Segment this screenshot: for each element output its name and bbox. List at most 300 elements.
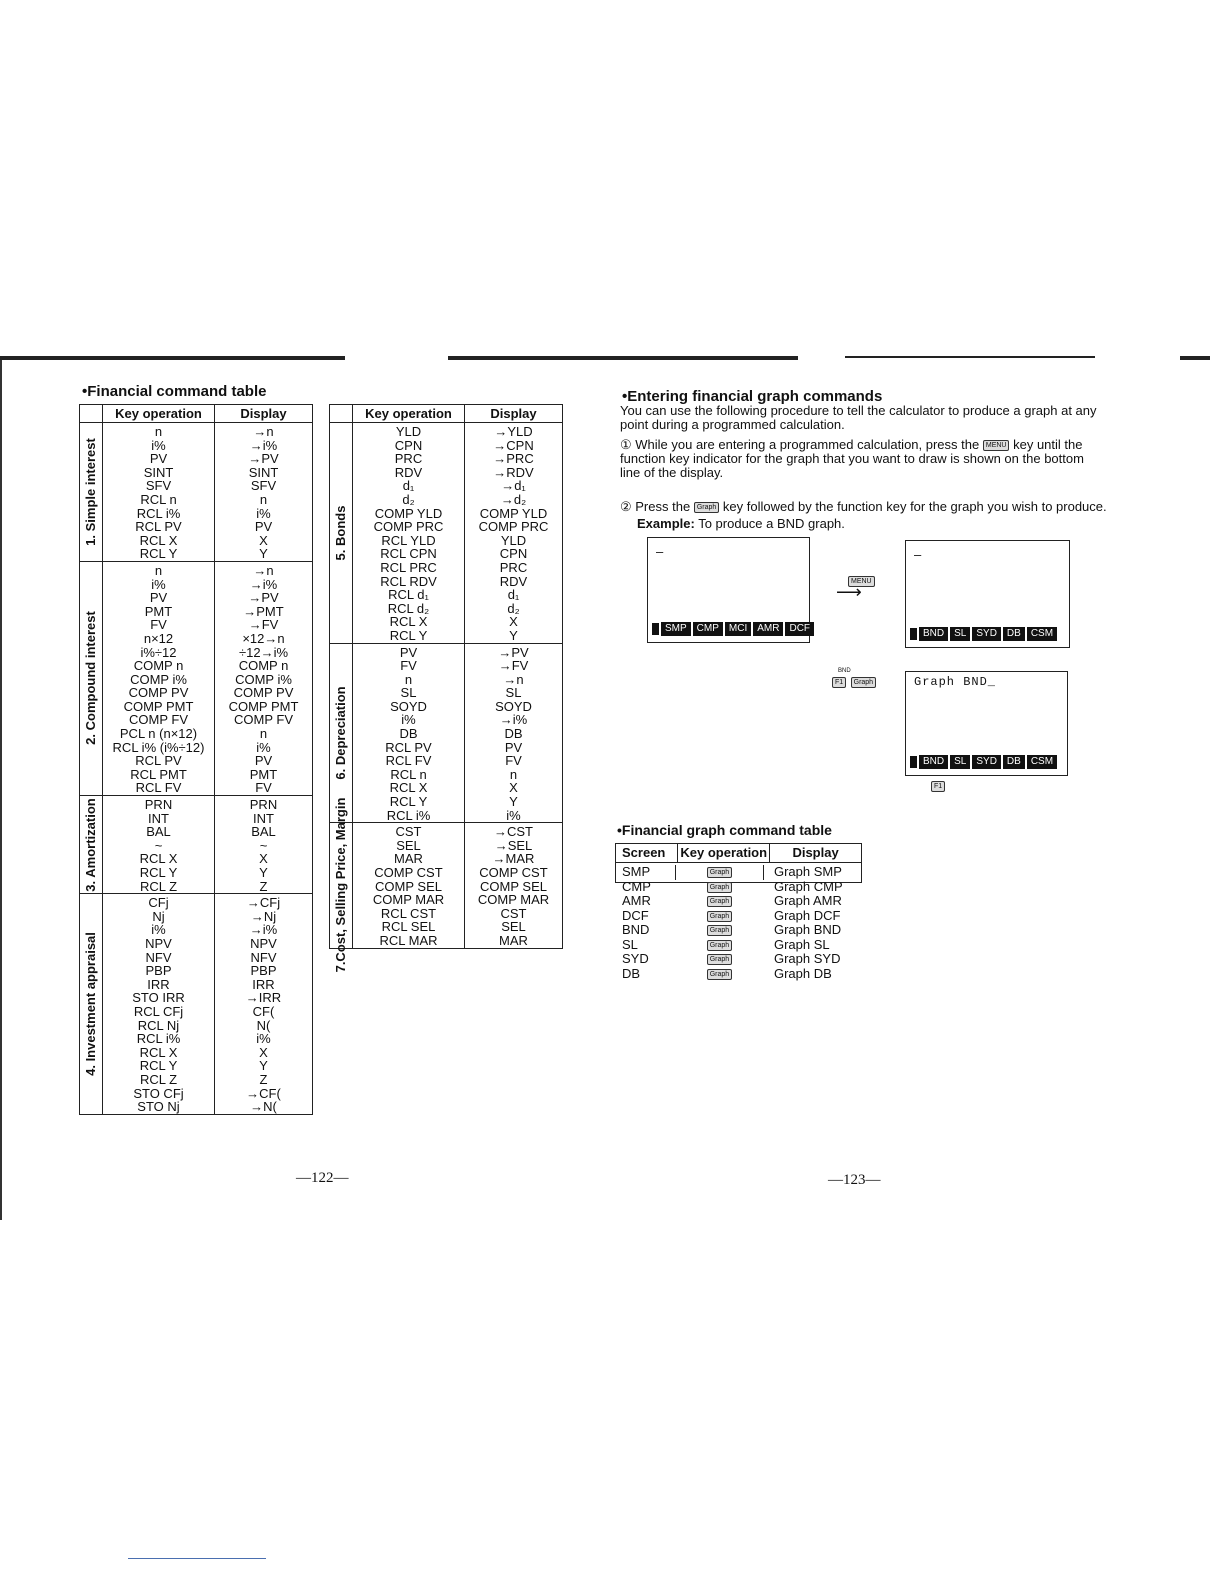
display-cell: n bbox=[259, 491, 268, 507]
display-cell: FV bbox=[505, 753, 522, 769]
key-cell: i% bbox=[151, 576, 166, 592]
table-section bbox=[80, 894, 312, 1114]
display-cell: →d₂ bbox=[500, 491, 527, 507]
screen-cell: SYD bbox=[622, 951, 649, 966]
page-number-right: —123— bbox=[828, 1172, 881, 1188]
function-key-label: SL bbox=[950, 755, 970, 769]
display-cell: n bbox=[259, 726, 268, 742]
f1-graph-keys bbox=[832, 668, 876, 692]
key-cell: RCL PV bbox=[135, 753, 182, 769]
display-cell: SFV bbox=[250, 478, 277, 494]
display-cell: CST bbox=[500, 905, 527, 921]
display-cell: →FV bbox=[498, 658, 529, 674]
display-cell: Y bbox=[509, 794, 518, 810]
key-cell: COMP CST bbox=[374, 865, 443, 880]
key-cell: RCL PMT bbox=[130, 766, 187, 782]
display-cell: COMP PRC bbox=[478, 519, 549, 535]
key-cell: PCL n (n×12) bbox=[119, 726, 198, 742]
key-cell: RCL Y bbox=[139, 546, 178, 562]
display-cell: Y bbox=[259, 865, 268, 880]
display-cell: →YLD bbox=[494, 424, 533, 439]
display-cell: SEL bbox=[501, 919, 526, 935]
display-cell: ~ bbox=[259, 837, 268, 853]
screen-header: Screen bbox=[616, 844, 678, 862]
key-column bbox=[353, 423, 465, 643]
key-cell: RCL i% bbox=[136, 505, 181, 521]
section-title-text: 6. Depreciation bbox=[333, 686, 349, 780]
key-cell: FV bbox=[400, 658, 417, 674]
key-cell: RCL i% bbox=[136, 1031, 181, 1047]
display-cell: PV bbox=[254, 519, 273, 535]
key-column bbox=[103, 796, 215, 893]
key-column bbox=[353, 823, 465, 947]
graph-key-icon: Graph bbox=[707, 969, 732, 980]
display-cell: →FV bbox=[248, 617, 279, 633]
bottom-link-line bbox=[128, 1558, 266, 1559]
entering-graph-commands-heading: •Entering financial graph commands bbox=[622, 388, 883, 405]
key-cell bbox=[676, 909, 763, 924]
financial-command-table-1 bbox=[79, 404, 313, 1115]
key-cell: PV bbox=[399, 644, 418, 660]
function-key-label: CMP bbox=[693, 622, 723, 636]
graph-key-icon: Graph bbox=[694, 502, 719, 513]
table-section bbox=[80, 562, 312, 796]
table-header bbox=[80, 405, 312, 423]
display-cell: CF( bbox=[252, 1003, 275, 1019]
display-cell: Z bbox=[259, 878, 268, 894]
screen-column bbox=[616, 864, 676, 981]
screen-cell: DCF bbox=[622, 907, 649, 923]
financial-command-table-heading: •Financial command table bbox=[82, 383, 267, 400]
display-cell: SOYD bbox=[495, 698, 532, 714]
display-cell: →i% bbox=[249, 576, 278, 592]
key-cell: RCL Y bbox=[389, 627, 428, 643]
key-cell: ~ bbox=[154, 837, 163, 853]
display-cell: PRC bbox=[499, 559, 528, 575]
graph-key-icon: Graph bbox=[707, 882, 732, 893]
key-cell: RCL n bbox=[140, 491, 177, 507]
display-cell: COMP SEL bbox=[480, 878, 547, 894]
key-cell: RCL PV bbox=[135, 519, 182, 535]
display-cell: COMP YLD bbox=[479, 505, 548, 521]
display-cell: Graph CMP bbox=[773, 878, 843, 894]
display-cell: →i% bbox=[249, 922, 278, 938]
calculator-screen-1 bbox=[647, 537, 810, 643]
key-column bbox=[353, 644, 465, 823]
key-cell: FV bbox=[150, 617, 167, 633]
display-cell: Graph BND bbox=[773, 922, 842, 937]
function-key-bar bbox=[652, 622, 814, 636]
key-cell: PV bbox=[149, 590, 168, 606]
function-key-bar bbox=[910, 627, 1057, 641]
step-1 bbox=[620, 438, 1104, 480]
display-column bbox=[215, 423, 312, 561]
display-cell: X bbox=[509, 614, 518, 630]
section-title-text: 7.Cost, Selling Price, Margin bbox=[333, 797, 349, 973]
display-cell: MAR bbox=[499, 932, 528, 948]
display-cell: PBP bbox=[250, 963, 277, 979]
table-section bbox=[80, 796, 312, 894]
function-key-label: SYD bbox=[972, 755, 1001, 769]
display-cell: RDV bbox=[499, 573, 528, 589]
display-cell: X bbox=[259, 1044, 268, 1060]
graph-key-icon: Graph bbox=[851, 677, 876, 688]
table-section bbox=[330, 423, 562, 644]
key-cell: DB bbox=[399, 726, 418, 742]
display-cell: →n bbox=[503, 671, 524, 687]
display-cell: IRR bbox=[252, 976, 275, 992]
display-cell: →RDV bbox=[493, 464, 534, 480]
display-cell: i% bbox=[256, 505, 271, 521]
key-cell: MAR bbox=[394, 851, 423, 867]
intro-paragraph: You can use the following procedure to tell the calculator to produce a graph at any point during a programmed calculation. bbox=[620, 403, 1097, 432]
display-cell: COMP PMT bbox=[228, 698, 299, 714]
screen-cursor: – bbox=[656, 544, 664, 559]
f1-key-icon: F1 bbox=[931, 778, 945, 796]
section-title-text: 1. Simple interest bbox=[83, 438, 99, 546]
key-cell: d₂ bbox=[402, 491, 415, 507]
function-key-label: SMP bbox=[661, 622, 691, 636]
key-column bbox=[103, 894, 215, 1114]
key-cell: YLD bbox=[395, 424, 422, 439]
key-cell: SFV bbox=[145, 478, 172, 494]
graph-command-text: Graph BND_ bbox=[914, 675, 997, 689]
display-cell: →PV bbox=[248, 451, 279, 467]
key-cell: n bbox=[154, 424, 163, 439]
key-cell: SINT bbox=[143, 464, 174, 480]
display-cell: COMP FV bbox=[234, 712, 293, 728]
key-cell: RCL Z bbox=[139, 1071, 178, 1087]
display-cell: PRN bbox=[249, 797, 278, 813]
screen-cell: AMR bbox=[622, 893, 651, 908]
key-cell: RCL RDV bbox=[380, 573, 437, 589]
display-cell: Y bbox=[509, 627, 518, 643]
display-cell: →d₁ bbox=[501, 478, 526, 494]
key-cell: CST bbox=[395, 824, 422, 840]
key-cell: COMP PV bbox=[128, 685, 189, 701]
key-cell: RCL d₂ bbox=[387, 600, 430, 616]
display-cell: FV bbox=[255, 780, 272, 796]
key-cell: RDV bbox=[394, 464, 423, 480]
key-cell: PRC bbox=[394, 451, 423, 467]
key-cell: RCL X bbox=[389, 780, 428, 796]
key-cell: PBP bbox=[145, 963, 172, 979]
section-title bbox=[80, 796, 103, 893]
function-key-label: SL bbox=[950, 627, 970, 641]
bnd-small-label: BND bbox=[838, 668, 851, 674]
display-cell: COMP CST bbox=[479, 865, 548, 880]
screen-cell: BND bbox=[622, 922, 650, 937]
step-1-suffix: key until the function key indicator for the graph that you want to draw is shown on the bottom line of the display. bbox=[620, 437, 1084, 480]
table-header bbox=[330, 405, 562, 423]
display-cell: i% bbox=[506, 807, 521, 823]
function-key-label: CSM bbox=[1027, 755, 1057, 769]
key-cell: COMP i% bbox=[130, 671, 187, 687]
key-cell: STO Nj bbox=[137, 1099, 180, 1115]
function-key-label: BND bbox=[919, 755, 948, 769]
graph-key-icon: Graph bbox=[707, 911, 732, 922]
key-cell: Nj bbox=[152, 908, 165, 924]
key-cell: PMT bbox=[144, 603, 173, 619]
top-rule bbox=[0, 356, 345, 360]
display-header: Display bbox=[240, 405, 287, 421]
key-cell bbox=[676, 923, 763, 938]
graph-key-icon: Graph bbox=[707, 867, 732, 878]
display-cell: →i% bbox=[249, 437, 278, 453]
display-column bbox=[465, 423, 562, 643]
key-cell: BAL bbox=[146, 824, 171, 840]
step-2 bbox=[620, 500, 1110, 514]
display-cell: INT bbox=[253, 810, 274, 826]
key-cell: RCL YLD bbox=[381, 532, 436, 548]
example-line bbox=[637, 517, 845, 531]
section-title-text: 3. Amortization bbox=[83, 797, 99, 892]
key-cell: RCL Z bbox=[139, 878, 178, 894]
display-cell: →CST bbox=[494, 824, 533, 840]
key-cell: RCL Y bbox=[139, 1058, 178, 1074]
display-cell: PMT bbox=[249, 766, 278, 782]
screen-cell: SL bbox=[622, 936, 638, 952]
key-cell: RCL Y bbox=[139, 865, 178, 880]
key-cell: d₁ bbox=[402, 478, 415, 494]
display-cell: i% bbox=[256, 739, 271, 755]
display-cell: COMP PV bbox=[233, 685, 294, 701]
function-key-label: BND bbox=[919, 627, 948, 641]
key-cell: RCL SEL bbox=[381, 919, 436, 935]
display-cell: →SEL bbox=[494, 837, 533, 853]
key-operation-header: Key operation bbox=[678, 844, 770, 862]
key-cell: RCL PV bbox=[385, 739, 432, 755]
section-title-text: 4. Investment appraisal bbox=[83, 932, 99, 1076]
display-cell: d₁ bbox=[507, 587, 520, 603]
graph-key-icon: Graph bbox=[707, 896, 732, 907]
display-cell: →i% bbox=[499, 712, 528, 728]
key-column bbox=[103, 562, 215, 795]
calculator-screen-2 bbox=[905, 540, 1070, 648]
key-cell: RCL d₁ bbox=[388, 587, 429, 603]
key-cell bbox=[676, 880, 763, 895]
key-cell: STO IRR bbox=[132, 990, 185, 1006]
key-cell: INT bbox=[148, 810, 169, 826]
menu-key-icon: MENU bbox=[848, 573, 875, 591]
display-cell: X bbox=[259, 532, 268, 548]
section-title-text: 5. Bonds bbox=[333, 505, 349, 561]
key-cell: COMP n bbox=[133, 658, 184, 674]
screen-cursor: – bbox=[914, 547, 922, 562]
key-cell bbox=[676, 938, 763, 953]
display-cell: PV bbox=[504, 739, 523, 755]
graph-key-icon: Graph bbox=[707, 954, 732, 965]
top-rule bbox=[1180, 356, 1210, 360]
key-cell: COMP SEL bbox=[375, 878, 442, 894]
key-cell: IRR bbox=[147, 976, 170, 992]
key-cell bbox=[676, 894, 763, 909]
display-cell: Graph DCF bbox=[773, 907, 841, 923]
key-cell: RCL Nj bbox=[137, 1017, 180, 1033]
key-cell: RCL PRC bbox=[380, 559, 437, 575]
display-cell: DB bbox=[504, 726, 523, 742]
display-cell: →PMT bbox=[243, 603, 284, 619]
screen-cell: SMP bbox=[622, 864, 651, 879]
display-cell: n bbox=[509, 766, 518, 782]
menu-key-icon: MENU bbox=[983, 440, 1010, 451]
cursor-block bbox=[652, 623, 659, 635]
display-cell: i% bbox=[256, 1031, 271, 1047]
graph-command-table bbox=[615, 843, 862, 981]
cursor-block bbox=[910, 628, 917, 640]
key-column bbox=[676, 865, 764, 978]
display-cell: SINT bbox=[248, 464, 279, 480]
display-cell: Graph AMR bbox=[773, 893, 842, 908]
display-header: Display bbox=[490, 405, 537, 421]
key-cell bbox=[676, 967, 763, 982]
function-key-label: DB bbox=[1003, 627, 1025, 641]
display-column bbox=[465, 644, 562, 823]
page-number-left: —122— bbox=[296, 1170, 349, 1186]
key-column bbox=[103, 423, 215, 561]
display-cell: →n bbox=[253, 424, 274, 439]
display-cell: →MAR bbox=[492, 851, 535, 867]
display-cell: →Nj bbox=[250, 908, 277, 924]
key-cell: RCL FV bbox=[385, 753, 432, 769]
table-header bbox=[616, 844, 861, 863]
display-cell: Graph DB bbox=[773, 965, 832, 981]
key-cell: RCL CST bbox=[380, 905, 437, 921]
key-cell: RCL X bbox=[139, 532, 178, 548]
key-cell: COMP MAR bbox=[372, 892, 445, 908]
graph-key-icon: Graph bbox=[707, 925, 732, 936]
display-cell: PV bbox=[254, 753, 273, 769]
key-cell: RCL FV bbox=[135, 780, 182, 796]
display-column bbox=[215, 796, 312, 893]
table-section bbox=[330, 644, 562, 824]
display-cell: →PRC bbox=[493, 451, 534, 467]
financial-command-table-2 bbox=[329, 404, 563, 973]
display-cell: YLD bbox=[500, 532, 527, 548]
display-cell: ÷12→i% bbox=[238, 644, 289, 660]
display-column bbox=[215, 562, 312, 795]
key-cell: RCL i% (i%÷12) bbox=[112, 739, 205, 755]
function-key-label: DCF bbox=[785, 622, 814, 636]
display-cell: →CF( bbox=[246, 1085, 281, 1101]
key-operation-header: Key operation bbox=[103, 405, 215, 422]
example-label: Example: bbox=[637, 516, 695, 531]
key-cell: STO CFj bbox=[133, 1085, 184, 1101]
step-1-prefix: ① While you are entering a programmed calculation, press the bbox=[620, 437, 980, 452]
display-cell: →IRR bbox=[245, 990, 282, 1006]
key-cell: RCL Y bbox=[389, 794, 428, 810]
key-cell: RCL X bbox=[139, 1044, 178, 1060]
key-cell: n×12 bbox=[143, 630, 174, 646]
function-key-label: AMR bbox=[753, 622, 783, 636]
key-cell: COMP PRC bbox=[373, 519, 444, 535]
display-cell: COMP MAR bbox=[477, 892, 550, 908]
key-cell: SL bbox=[400, 685, 417, 701]
display-column bbox=[215, 894, 312, 1114]
key-cell: COMP PMT bbox=[123, 698, 194, 714]
display-cell: d₂ bbox=[507, 600, 520, 616]
step-2-suffix: key followed by the function key for the graph you wish to produce. bbox=[722, 499, 1107, 514]
key-cell: NFV bbox=[145, 949, 172, 965]
display-cell: Graph SYD bbox=[773, 951, 841, 966]
section-title bbox=[330, 644, 353, 823]
key-cell: SEL bbox=[396, 837, 421, 853]
key-cell: n bbox=[404, 671, 413, 687]
key-cell: PV bbox=[149, 451, 168, 467]
graph-key-icon: Graph bbox=[707, 940, 732, 951]
key-cell: RCL MAR bbox=[379, 932, 438, 948]
key-cell: i% bbox=[151, 922, 166, 938]
key-cell: CPN bbox=[394, 437, 423, 453]
display-cell: →CFj bbox=[246, 895, 281, 911]
cursor-block bbox=[910, 756, 917, 768]
function-key-label: MCI bbox=[725, 622, 751, 636]
display-cell: SL bbox=[505, 685, 522, 701]
key-cell: RCL n bbox=[390, 766, 427, 782]
section-title bbox=[80, 423, 103, 561]
key-cell: RCL X bbox=[389, 614, 428, 630]
display-cell: X bbox=[509, 780, 518, 796]
display-header: Display bbox=[792, 845, 839, 860]
function-key-label: CSM bbox=[1027, 627, 1057, 641]
display-cell: →PV bbox=[248, 590, 279, 606]
display-cell: →PV bbox=[498, 644, 529, 660]
key-cell: RCL i% bbox=[386, 807, 431, 823]
arrow-icon: ⟶ bbox=[836, 582, 862, 602]
display-cell: Graph SL bbox=[773, 936, 830, 952]
display-column bbox=[465, 823, 562, 947]
section-title bbox=[80, 894, 103, 1114]
example-text: To produce a BND graph. bbox=[698, 516, 845, 531]
section-title-text: 2. Compound interest bbox=[83, 611, 99, 746]
display-cell: →n bbox=[253, 562, 274, 578]
key-cell: PRN bbox=[144, 797, 173, 813]
key-cell: i% bbox=[151, 437, 166, 453]
key-cell: COMP FV bbox=[129, 712, 188, 728]
graph-command-table-heading: •Financial graph command table bbox=[617, 822, 832, 838]
key-cell: NPV bbox=[145, 935, 172, 951]
display-cell: NFV bbox=[250, 949, 277, 965]
display-cell: X bbox=[259, 851, 268, 867]
section-title bbox=[80, 562, 103, 795]
display-cell: Y bbox=[259, 546, 268, 562]
display-cell: Y bbox=[259, 1058, 268, 1074]
top-rule bbox=[845, 356, 1095, 358]
function-key-label: SYD bbox=[972, 627, 1001, 641]
calculator-screen-3 bbox=[905, 671, 1068, 776]
display-column bbox=[764, 864, 861, 981]
screen-cell: DB bbox=[622, 965, 641, 981]
display-cell: BAL bbox=[251, 824, 276, 840]
display-cell: →CPN bbox=[493, 437, 534, 453]
step-2-prefix: ② Press the bbox=[620, 499, 691, 514]
display-cell: N( bbox=[256, 1017, 271, 1033]
display-cell: ×12→n bbox=[242, 630, 285, 646]
display-cell: Z bbox=[259, 1071, 268, 1087]
key-cell bbox=[676, 952, 763, 967]
screen-cell: CMP bbox=[622, 878, 651, 894]
page-edge bbox=[0, 360, 2, 1220]
display-cell: Graph SMP bbox=[773, 864, 842, 879]
key-cell: i% bbox=[401, 712, 416, 728]
section-title bbox=[330, 797, 353, 973]
key-cell: RCL CFj bbox=[133, 1003, 184, 1019]
top-rule bbox=[448, 356, 798, 360]
key-cell: RCL X bbox=[139, 851, 178, 867]
key-cell: CFj bbox=[148, 895, 169, 911]
f1-key-icon: F1 bbox=[832, 677, 846, 688]
display-cell: CPN bbox=[499, 546, 528, 562]
